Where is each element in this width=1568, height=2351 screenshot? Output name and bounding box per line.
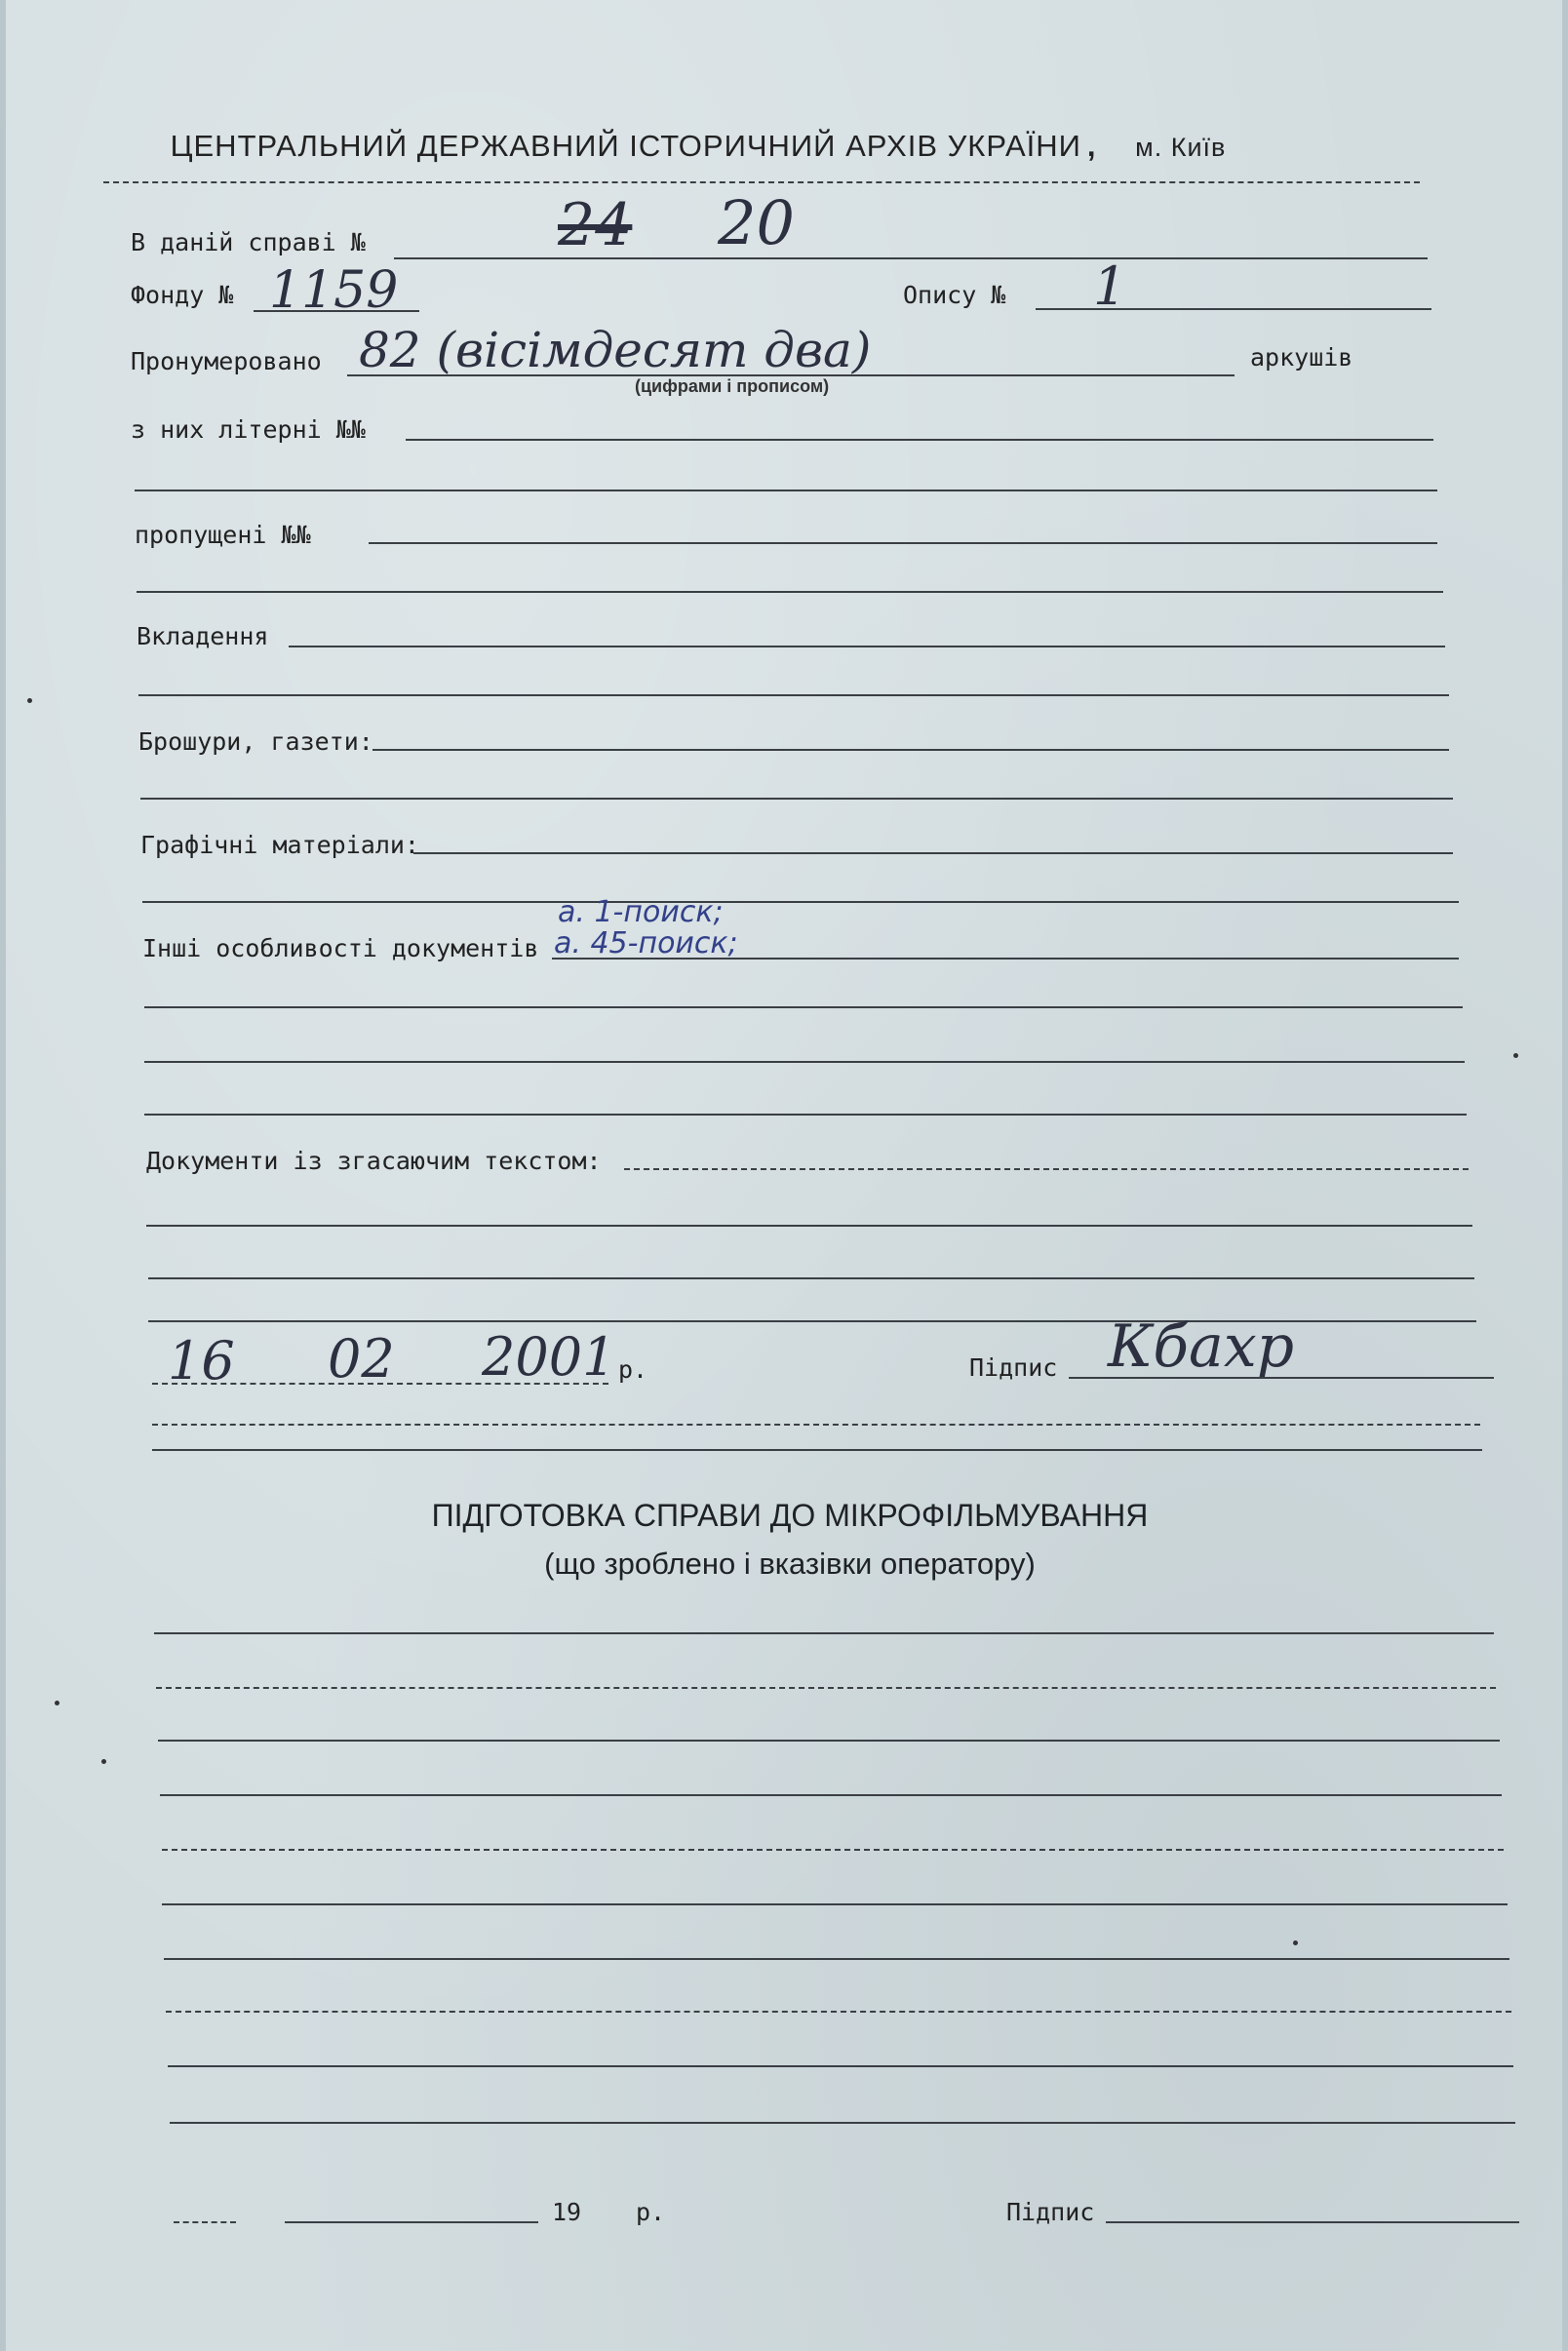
fond-value: 1159: [269, 261, 399, 320]
other-features-label: Інші особливості документів: [142, 934, 539, 962]
attachments-line: [289, 646, 1445, 647]
archive-header: [6, 129, 1391, 164]
opys-value: 1: [1093, 255, 1127, 317]
case-number-struck: 24: [558, 191, 633, 259]
header-comma: ,: [1086, 129, 1097, 163]
other-features-line: [552, 958, 1459, 960]
microfilm-line-3: [158, 1740, 1500, 1742]
microfilm-line-9: [168, 2065, 1513, 2067]
microfilm-line-8: [166, 2011, 1511, 2013]
other-features-value-1: а. 1-поиск;: [558, 895, 724, 929]
microfilm-line-4: [160, 1794, 1502, 1796]
graphics-line-2: [142, 901, 1459, 903]
date-year: 2001: [482, 1326, 616, 1388]
signature: Кбахр: [1108, 1313, 1295, 1381]
skipped-label: пропущені №№: [135, 521, 311, 549]
bottom-month-line: [285, 2221, 538, 2223]
microfilm-line-2: [156, 1687, 1496, 1689]
bottom-signature-label: Підпис: [1006, 2198, 1095, 2226]
case-number-value: 20: [718, 187, 795, 258]
fading-text-line: [624, 1168, 1469, 1170]
date-day: 16: [168, 1330, 235, 1391]
fond-line: [254, 310, 419, 312]
archive-city: м. Київ: [1135, 133, 1227, 162]
microfilm-line-1: [154, 1632, 1494, 1634]
bottom-date-suffix: р.: [636, 2198, 666, 2226]
fading-text-label: Документи із згасаючим текстом:: [146, 1147, 602, 1175]
case-number-label: В даній справі №: [131, 228, 366, 256]
date-month: 02: [328, 1328, 395, 1390]
archive-form-sheet: [6, 0, 1562, 2351]
graphics-line: [413, 852, 1453, 854]
date-suffix: р.: [618, 1355, 648, 1384]
date-line: [152, 1383, 608, 1385]
bottom-year-prefix: 19: [552, 2198, 582, 2226]
lettered-label: з них літерні №№: [131, 415, 366, 444]
skipped-line-2: [137, 591, 1443, 593]
case-number-line: [394, 257, 1428, 259]
microfilm-title: ПІДГОТОВКА СПРАВИ ДО МІКРОФІЛЬМУВАННЯ: [431, 1498, 1149, 1533]
date-line-2: [152, 1424, 1480, 1426]
other-features-value-2: а. 45-поиск;: [554, 926, 738, 960]
brochures-label: Брошури, газети:: [138, 727, 373, 756]
attachments-line-2: [138, 694, 1449, 696]
bottom-day-line: [174, 2221, 236, 2223]
lettered-line-2: [135, 490, 1437, 491]
header-rule: [103, 181, 1420, 183]
numbered-hint: (цифрами і прописом): [635, 376, 830, 396]
microfilm-line-10: [170, 2122, 1515, 2124]
speck: [1293, 1940, 1298, 1945]
speck: [27, 698, 32, 703]
opys-label: Опису №: [903, 281, 1006, 309]
other-features-line-2: [144, 1006, 1463, 1008]
lettered-line: [406, 439, 1433, 441]
microfilm-line-7: [164, 1958, 1509, 1960]
brochures-line: [372, 749, 1449, 751]
date-line-3: [152, 1449, 1482, 1451]
speck: [55, 1701, 59, 1705]
microfilm-line-5: [162, 1849, 1504, 1851]
signature-label: Підпис: [969, 1353, 1058, 1382]
signature-line: [1069, 1377, 1494, 1379]
other-features-line-4: [144, 1114, 1467, 1116]
numbered-value: 82 (вісімдесят два): [359, 322, 872, 378]
opys-line: [1036, 308, 1431, 310]
graphics-label: Графічні матеріали:: [140, 831, 419, 859]
attachments-label: Вкладення: [137, 622, 269, 650]
brochures-line-2: [140, 798, 1453, 800]
fading-text-line-3: [148, 1277, 1474, 1279]
bottom-signature-line: [1106, 2221, 1519, 2223]
archive-name: ЦЕНТРАЛЬНИЙ ДЕРЖАВНИЙ ІСТОРИЧНИЙ АРХІВ УКРАЇНИ: [170, 129, 1081, 163]
numbered-label: Пронумеровано: [131, 347, 322, 375]
skipped-line: [369, 542, 1437, 544]
speck: [1513, 1053, 1518, 1058]
other-features-line-3: [144, 1061, 1465, 1063]
microfilm-subtitle: (що зроблено і вказівки оператору): [544, 1547, 1036, 1581]
fading-text-line-2: [146, 1225, 1472, 1227]
microfilm-line-6: [162, 1903, 1508, 1905]
speck: [101, 1759, 106, 1764]
fond-label: Фонду №: [131, 281, 234, 309]
sheets-label: аркушів: [1250, 343, 1353, 372]
